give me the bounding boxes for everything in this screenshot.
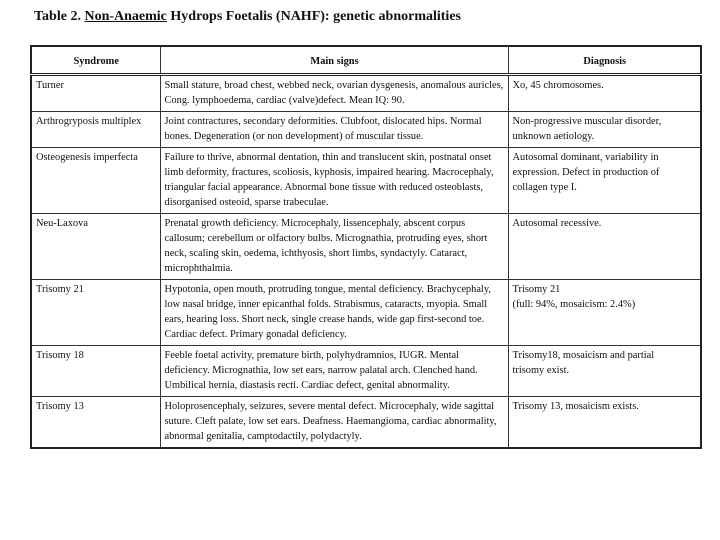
main-signs-cell bbox=[160, 112, 508, 148]
main-signs-cell bbox=[160, 214, 508, 280]
table-row bbox=[31, 397, 701, 449]
nahf-genetic-table bbox=[30, 45, 702, 449]
caption-rest: Hydrops Foetalis (NAHF): genetic abnormalities bbox=[166, 9, 461, 24]
main-signs-line: deficiency. Micrognathia, low set ears, narrow palatal arch. Clenched hand. bbox=[164, 365, 478, 376]
table-body bbox=[31, 75, 701, 449]
diagnosis-line: (full: 94%, mosaicism: 2.4%) bbox=[512, 299, 636, 310]
syndrome-cell: Osteogenesis imperfecta bbox=[31, 148, 160, 214]
main-signs-cell bbox=[160, 148, 508, 214]
table-row bbox=[31, 148, 701, 214]
table-row bbox=[31, 112, 701, 148]
diagnosis-cell bbox=[508, 112, 701, 148]
main-signs-cell bbox=[160, 397, 508, 449]
header-row bbox=[31, 46, 701, 75]
main-signs-line: triangular facial appearance. Abnormal bone tissue with reduced osteoblasts, bbox=[164, 182, 484, 193]
diagnosis-line: Autosomal recessive. bbox=[512, 218, 602, 229]
main-signs-line: disorganised osteoid, sparse trabeculae. bbox=[164, 197, 329, 208]
table-row bbox=[31, 346, 701, 397]
header-syndrome: Syndrome bbox=[31, 46, 160, 75]
diagnosis-line: collagen type I. bbox=[512, 182, 577, 193]
diagnosis-cell bbox=[508, 280, 701, 346]
main-signs-line: neck, scaling skin, oedema, ichthyosis, short limbs, syndactyly. Cataract, bbox=[164, 248, 468, 259]
diagnosis-cell bbox=[508, 346, 701, 397]
main-signs-line: low nasal bridge, inner epicanthal folds. Strabismus, cataracts, myopia. Small bbox=[164, 299, 488, 310]
main-signs-line: Joint contractures, secondary deformities. Clubfoot, dislocated hips. Normal bbox=[164, 116, 482, 127]
diagnosis-line: Trisomy18, mosaicism and partial bbox=[512, 350, 655, 361]
diagnosis-cell bbox=[508, 75, 701, 112]
main-signs-line: Holoprosencephaly, seizures, severe mental defect. Microcephaly, wide sagittal bbox=[164, 401, 495, 412]
table-row bbox=[31, 214, 701, 280]
syndrome-cell: Trisomy 13 bbox=[31, 397, 160, 449]
main-signs-line: Hypotonia, open mouth, protruding tongue, mental deficiency. Brachycephaly, bbox=[164, 284, 491, 295]
table-row bbox=[31, 75, 701, 112]
main-signs-line: Cong. lymphoedema, cardiac (valve)defect. Mean IQ: 90. bbox=[164, 95, 405, 106]
diagnosis-cell bbox=[508, 148, 701, 214]
diagnosis-line: unknown aetiology. bbox=[512, 131, 595, 142]
header-main-signs: Main signs bbox=[160, 46, 508, 75]
main-signs-cell bbox=[160, 75, 508, 112]
caption-highlight: Non-Anaemic bbox=[84, 9, 167, 24]
main-signs-cell bbox=[160, 346, 508, 397]
main-signs-line: microphthalmia. bbox=[164, 263, 233, 274]
diagnosis-line: Autosomal dominant, variability in bbox=[512, 152, 659, 163]
main-signs-line: abnormal genitalia, camptodactily, polydactyly. bbox=[164, 431, 362, 442]
main-signs-line: limb deformity, fractures, scoliosis, kyphosis, impaired hearing. Macrocephaly, bbox=[164, 167, 494, 178]
diagnosis-line: Trisomy 21 bbox=[512, 284, 561, 295]
main-signs-cell bbox=[160, 280, 508, 346]
syndrome-cell: Trisomy 18 bbox=[31, 346, 160, 397]
diagnosis-cell bbox=[508, 214, 701, 280]
diagnosis-line: Non-progressive muscular disorder, bbox=[512, 116, 662, 127]
main-signs-line: callosum; cerebellum or olfactory bulbs. Micrognathia, protruding eyes, short bbox=[164, 233, 488, 244]
main-signs-line: Prenatal growth deficiency. Microcephaly, lissencephaly, abscent corpus bbox=[164, 218, 466, 229]
syndrome-cell: Turner bbox=[31, 75, 160, 112]
caption-prefix: Table 2. bbox=[34, 9, 85, 24]
diagnosis-line: Xo, 45 chromosomes. bbox=[512, 80, 604, 91]
syndrome-cell: Trisomy 21 bbox=[31, 280, 160, 346]
header-diagnosis: Diagnosis bbox=[508, 46, 701, 75]
table-caption bbox=[34, 9, 461, 25]
main-signs-line: Failure to thrive, abnormal dentation, thin and translucent skin, postnatal onset bbox=[164, 152, 492, 163]
main-signs-line: ears, hearing loss. Short neck, single crease hands, wide gap first-second toe. bbox=[164, 314, 485, 325]
diagnosis-line: Trisomy 13, mosaicism exists. bbox=[512, 401, 639, 412]
main-signs-line: bones. Degeneration (or non development) of muscular tissue. bbox=[164, 131, 424, 142]
diagnosis-line: trisomy exist. bbox=[512, 365, 570, 376]
main-signs-line: Cardiac defect. Primary gonadal deficiency. bbox=[164, 329, 347, 340]
main-signs-line: Small stature, broad chest, webbed neck, ovarian dysgenesis, anomalous auricles, bbox=[164, 80, 504, 91]
syndrome-cell: Neu-Laxova bbox=[31, 214, 160, 280]
syndrome-cell: Arthrogryposis multiplex bbox=[31, 112, 160, 148]
diagnosis-cell bbox=[508, 397, 701, 449]
main-signs-line: Umbilical hernia, diastasis recti. Cardiac defect, genital abnormality. bbox=[164, 380, 450, 391]
table-row bbox=[31, 280, 701, 346]
main-signs-line: Feeble foetal activity, premature birth, polyhydramnios, IUGR. Mental bbox=[164, 350, 460, 361]
diagnosis-line: expression. Defect in production of bbox=[512, 167, 660, 178]
main-signs-line: suture. Cleft palate, low set ears. Deafness. Haemangioma, cardiac abnormality, bbox=[164, 416, 497, 427]
